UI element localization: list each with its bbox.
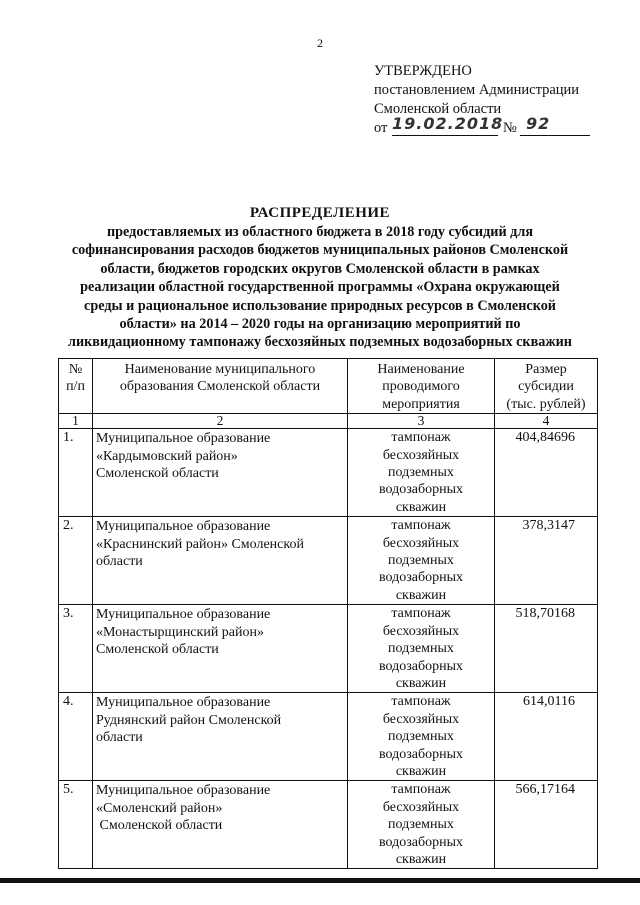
event-name-line: тампонаж xyxy=(391,694,451,710)
event-name xyxy=(348,429,495,517)
event-name xyxy=(348,517,495,605)
column-index: 3 xyxy=(348,414,495,429)
municipality-name-line: области xyxy=(96,554,143,570)
approval-line-1: постановлением Администрации xyxy=(374,82,580,98)
table-row xyxy=(59,693,598,781)
subtitle-line: софинансирования расходов бюджетов муниципальных районов Смоленской xyxy=(71,242,569,259)
approval-title: УТВЕРЖДЕНО xyxy=(374,63,472,79)
subtitle-line: среды и рациональное использование природных ресурсов в Смоленской xyxy=(84,297,556,314)
event-name xyxy=(348,693,495,781)
event-name-line: скважин xyxy=(395,763,447,779)
subtitle-line: реализации областной государственной программы «Охрана окружающей xyxy=(80,279,560,296)
subtitle-line: предоставляемых из областного бюджета в 2018 году субсидий для xyxy=(106,224,533,240)
number-underline xyxy=(520,135,590,136)
municipality-name-line: Смоленской области xyxy=(96,642,219,658)
table-row xyxy=(59,781,598,869)
event-name-line: водозаборных xyxy=(379,570,463,586)
municipality-name-line: «Монастырщинский район» xyxy=(96,624,265,640)
subsidy-amount: 614,0116 xyxy=(495,693,598,781)
header-line: мероприятия xyxy=(382,396,460,412)
event-name-line: подземных xyxy=(388,729,454,745)
municipality-name-line: Руднянский район Смоленской xyxy=(96,712,282,728)
header-line: субсидии xyxy=(518,379,574,395)
approval-date-number-row xyxy=(374,114,579,141)
column-index: 2 xyxy=(93,414,348,429)
event-name-line: подземных xyxy=(388,553,454,569)
row-number: 4. xyxy=(59,693,93,781)
subsidy-amount: 518,70168 xyxy=(495,605,598,693)
row-number: 1. xyxy=(59,429,93,517)
event-name-line: водозаборных xyxy=(379,834,463,850)
event-name-line: подземных xyxy=(388,465,454,481)
municipality-name-line: Муниципальное образование xyxy=(96,607,271,623)
event-name xyxy=(348,781,495,869)
header-line: Наименование муниципального xyxy=(124,362,316,377)
table-row xyxy=(59,605,598,693)
event-name-line: водозаборных xyxy=(379,658,463,674)
table-row xyxy=(59,517,598,605)
event-name-line: водозаборных xyxy=(379,482,463,498)
header-line: п/п xyxy=(66,379,85,395)
municipality-name-line: Смоленской области xyxy=(96,818,223,834)
subsidy-amount: 378,3147 xyxy=(495,517,598,605)
row-number: 2. xyxy=(59,517,93,605)
page-number: 2 xyxy=(317,36,323,50)
event-name-line: бесхозяйных xyxy=(382,711,460,727)
municipality-name-line: Смоленской области xyxy=(96,466,219,482)
header-line: (тыс. рублей) xyxy=(506,396,586,412)
municipality-name xyxy=(93,781,348,869)
column-index: 4 xyxy=(495,414,598,429)
event-name-line: водозаборных xyxy=(379,746,463,762)
table-header-row xyxy=(59,359,598,414)
header-line: № xyxy=(68,362,83,377)
subtitle-line: ликвидационному тампонажу бесхозяйных подземных водозаборных скважин xyxy=(67,334,572,351)
subtitle-line: области, бюджетов городских округов Смоленской области в рамках xyxy=(100,260,540,277)
event-name-line: подземных xyxy=(388,641,454,657)
handwritten-number: 92 xyxy=(526,114,551,133)
municipality-name-line: «Кардымовский район» xyxy=(96,448,238,464)
event-name-line: бесхозяйных xyxy=(382,623,460,639)
header-event xyxy=(348,359,495,414)
subsidy-amount: 566,17164 xyxy=(495,781,598,869)
municipality-name-line: Муниципальное образование xyxy=(96,695,271,711)
event-name-line: тампонаж xyxy=(391,606,451,622)
municipality-name xyxy=(93,605,348,693)
event-name-line: скважин xyxy=(395,675,447,691)
handwritten-date: 19.02.2018 xyxy=(392,114,504,133)
subsidy-amount: 404,84696 xyxy=(495,429,598,517)
event-name-line: бесхозяйных xyxy=(382,535,460,551)
event-name-line: тампонаж xyxy=(391,518,451,534)
header-amount xyxy=(495,359,598,414)
municipality-name-line: «Смоленский район» xyxy=(96,800,223,816)
municipality-name-line: Муниципальное образование xyxy=(96,431,271,447)
distribution-table xyxy=(58,358,598,869)
header-line: образования Смоленской области xyxy=(119,379,321,395)
bottom-border xyxy=(0,878,640,883)
municipality-name xyxy=(93,517,348,605)
municipality-name xyxy=(93,429,348,517)
from-label: от xyxy=(374,120,388,136)
column-index-row xyxy=(59,414,598,429)
event-name-line: тампонаж xyxy=(391,430,451,446)
approval-block xyxy=(374,62,579,141)
document-heading xyxy=(0,205,640,352)
event-name-line: тампонаж xyxy=(391,782,451,798)
table-row xyxy=(59,429,598,517)
municipality-name xyxy=(93,693,348,781)
municipality-name-line: области xyxy=(96,730,143,746)
event-name xyxy=(348,605,495,693)
event-name-line: скважин xyxy=(395,499,447,515)
row-number: 3. xyxy=(59,605,93,693)
municipality-name-line: Муниципальное образование xyxy=(96,783,271,799)
approval-line-2: Смоленской области xyxy=(374,101,502,117)
document-title: РАСПРЕДЕЛЕНИЕ xyxy=(249,205,391,221)
header-line: Размер xyxy=(525,362,567,377)
municipality-name-line: «Краснинский район» Смоленской xyxy=(96,536,304,552)
subtitle-line: области» на 2014 – 2020 годы на организацию мероприятий по xyxy=(119,316,521,333)
header-line: Наименование xyxy=(377,362,465,377)
column-index: 1 xyxy=(59,414,93,429)
event-name-line: бесхозяйных xyxy=(382,799,460,815)
event-name-line: скважин xyxy=(395,587,447,603)
document-subtitle xyxy=(0,223,640,352)
event-name-line: подземных xyxy=(388,817,454,833)
header-name xyxy=(93,359,348,414)
header-num xyxy=(59,359,93,414)
event-name-line: бесхозяйных xyxy=(382,447,460,463)
date-underline xyxy=(392,135,498,136)
row-number: 5. xyxy=(59,781,93,869)
event-name-line: скважин xyxy=(395,851,447,867)
municipality-name-line: Муниципальное образование xyxy=(96,519,271,535)
number-label: № xyxy=(503,120,517,136)
header-line: проводимого xyxy=(382,379,460,395)
